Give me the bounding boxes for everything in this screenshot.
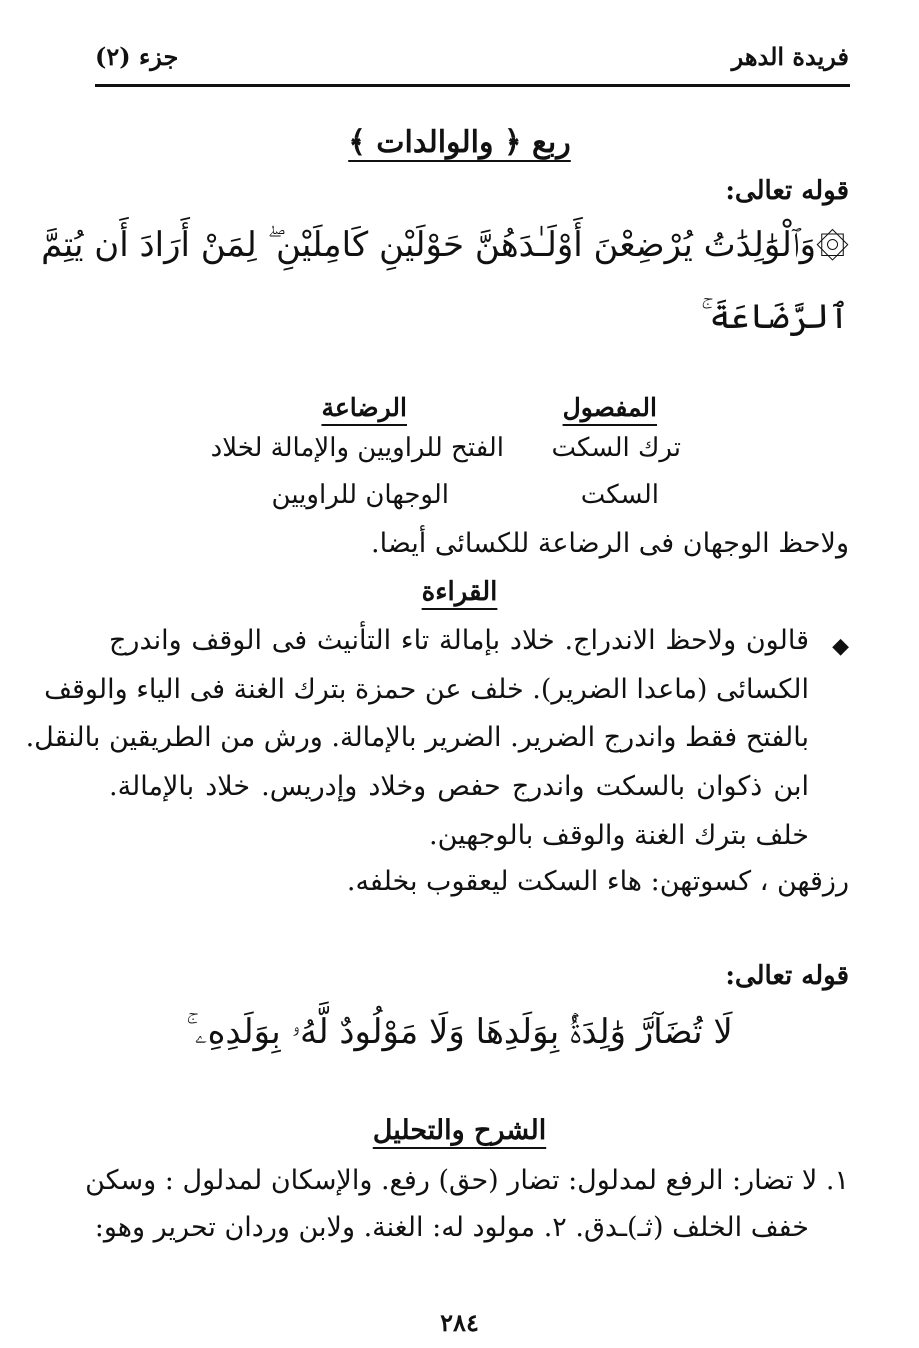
table-cell: ترك السكت xyxy=(551,433,681,463)
quran-verse-line-1: ۞وَٱلْوَٰلِدَٰتُ يُرْضِعْنَ أَوْلَـٰدَهُنَّ حَوْلَيْنِ كَامِلَيْنِ ۖ لِمَنْ أَرَادَ أَن يُتِمَّ xyxy=(41,225,849,265)
sharh-heading xyxy=(0,1115,919,1146)
qiraa-heading xyxy=(0,577,919,607)
section-title-text: ربع ﴿ والوالدات ﴾ xyxy=(348,125,571,160)
table-header-mafsool: المفصول xyxy=(562,393,657,422)
sharh-line-1: ١. لا تضار: الرفع لمدلول: تضار (حق) رفع. والإسكان لمدلول : وسكن xyxy=(85,1165,849,1196)
qiraa-note: رزقهن ، كسوتهن: هاء السكت ليعقوب بخلفه. xyxy=(346,866,849,897)
qiraa-line: خلف بترك الغنة والوقف بالوجهين. xyxy=(428,820,809,851)
running-header-title: فريدة الدهر xyxy=(731,42,849,71)
sharh-line-2: خفف الخلف (ثـ)ـدق. ٢. مولود له: الغنة. ولابن وردان تحرير وهو: xyxy=(94,1212,809,1243)
bullet-icon: ◆ xyxy=(832,634,849,659)
table-header-radaa: الرضاعة xyxy=(321,393,407,422)
qiraa-heading-text: القراءة xyxy=(421,577,498,607)
table-cell: السكت xyxy=(580,480,659,510)
header-rule xyxy=(95,84,850,87)
qiraa-line: ابن ذكوان بالسكت واندرج حفص وخلاد وإدريس. خلاد بالإمالة. xyxy=(109,771,809,802)
quran-verse-2: لَا تُضَآرَّ وَٰلِدَةُۢ بِوَلَدِهَا وَلَا مَوْلُودٌ لَّهُۥ بِوَلَدِهِۦ ۚ xyxy=(186,1012,733,1052)
note-paragraph: ولاحظ الوجهان فى الرضاعة للكسائى أيضا. xyxy=(371,528,849,559)
quran-verse-line-2: ٱلرَّضَاعَةَ ۚ xyxy=(701,297,849,337)
running-header-part: جزء (٢) xyxy=(95,42,179,71)
sharh-heading-text: الشرح والتحليل xyxy=(372,1115,547,1146)
section-title xyxy=(0,125,919,160)
qiraa-line: بالفتح فقط واندرج الضرير. الضرير بالإمالة. ورش من الطريقين بالنقل. xyxy=(25,722,809,753)
verse-intro-2: قوله تعالى: xyxy=(725,961,849,991)
qiraa-line: قالون ولاحظ الاندراج. خلاد بإمالة تاء التأنيث فى الوقف واندرج xyxy=(109,625,809,656)
table-cell: الفتح للراويين والإمالة لخلاد xyxy=(210,433,504,463)
qiraa-line: الكسائى (ماعدا الضرير). خلف عن حمزة بترك الغنة فى الياء والوقف xyxy=(44,674,809,705)
page-number: ٢٨٤ xyxy=(440,1308,479,1337)
table-cell: الوجهان للراويين xyxy=(271,480,449,510)
verse-intro: قوله تعالى: xyxy=(725,176,849,206)
